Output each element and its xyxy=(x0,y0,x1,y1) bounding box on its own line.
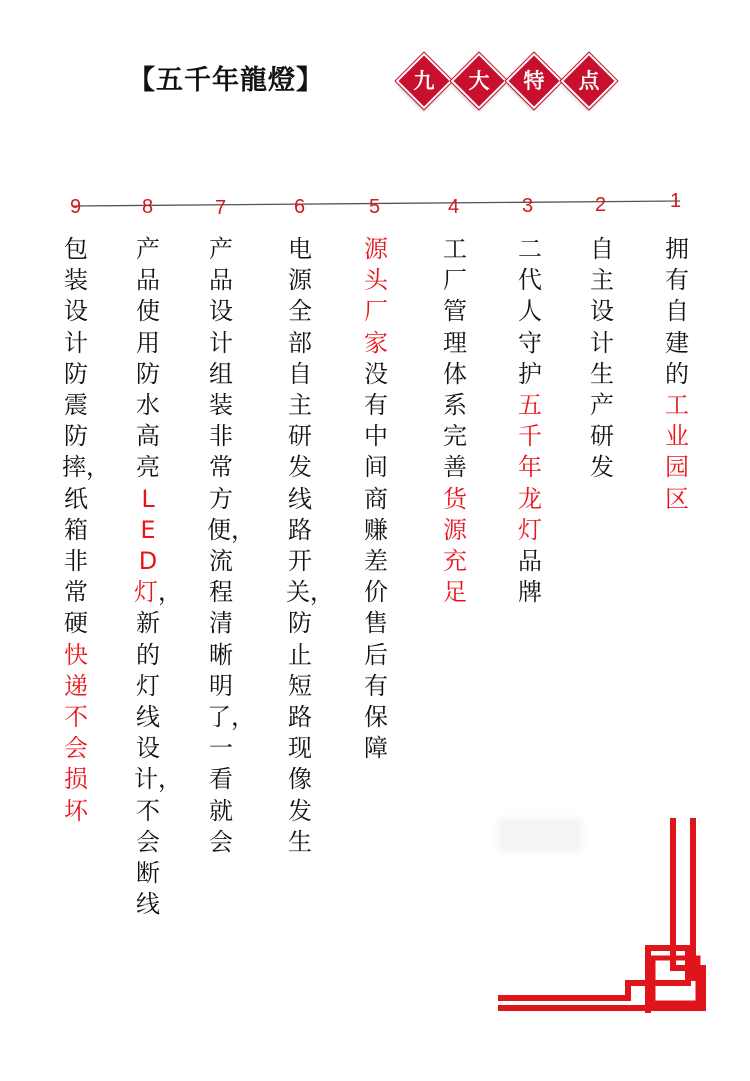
feature-segment: 电源全部自主研发线路开关，防止短路现像发生 xyxy=(286,235,334,856)
feature-number-4: 4 xyxy=(448,196,460,218)
feature-segment: ，新的灯线设计，不会断线 xyxy=(134,578,182,919)
brand-title: 【五千年龍燈】 xyxy=(128,65,324,96)
feature-highlight: 五千年龙灯 xyxy=(518,391,542,544)
feature-highlight: 源头厂家 xyxy=(364,235,388,357)
feature-segment: 产品使用防水高亮 xyxy=(136,235,160,482)
feature-highlight: LED灯 xyxy=(134,484,158,607)
feature-number-2: 2 xyxy=(595,194,607,216)
feature-text-2 xyxy=(588,234,616,484)
feature-text-8 xyxy=(134,234,182,920)
feature-text-7 xyxy=(207,234,255,858)
feature-segment: 拥有自建的 xyxy=(665,235,689,388)
feature-number-1: 1 xyxy=(670,190,682,212)
feature-highlight: 快递不会损坏 xyxy=(64,640,88,825)
timeline-line xyxy=(0,0,750,260)
badge-1: 九 xyxy=(398,55,450,107)
feature-number-5: 5 xyxy=(369,196,381,218)
feature-segment: 品牌 xyxy=(518,547,542,607)
badge-2: 大 xyxy=(453,55,505,107)
feature-number-6: 6 xyxy=(294,196,306,218)
feature-highlight: 货源充足 xyxy=(443,484,467,607)
feature-segment: 没有中间商赚差价售后有保障 xyxy=(364,359,388,763)
feature-segment: 包装设计防震防摔，纸箱非常硬 xyxy=(62,235,110,638)
feature-text-6 xyxy=(286,234,334,858)
badge-4: 点 xyxy=(563,55,615,107)
feature-text-3 xyxy=(516,234,544,608)
feature-text-4 xyxy=(441,234,469,608)
feature-number-3: 3 xyxy=(522,195,534,217)
badge-3: 特 xyxy=(508,55,560,107)
feature-number-9: 9 xyxy=(70,196,82,218)
feature-text-9 xyxy=(62,234,110,827)
feature-number-8: 8 xyxy=(142,196,154,218)
feature-segment: 产品设计组装非常方便，流程清晰明了，一看就会 xyxy=(207,235,255,856)
feature-number-7: 7 xyxy=(215,197,227,219)
feature-segment: 二代人守护 xyxy=(518,235,542,388)
feature-text-5 xyxy=(362,234,390,764)
feature-text-1 xyxy=(663,234,691,515)
feature-segment: 工厂管理体系完善 xyxy=(443,235,467,482)
corner-ornament xyxy=(498,818,708,1018)
feature-highlight: 工业园区 xyxy=(665,391,689,513)
feature-segment: 自主设计生产研发 xyxy=(590,235,614,482)
